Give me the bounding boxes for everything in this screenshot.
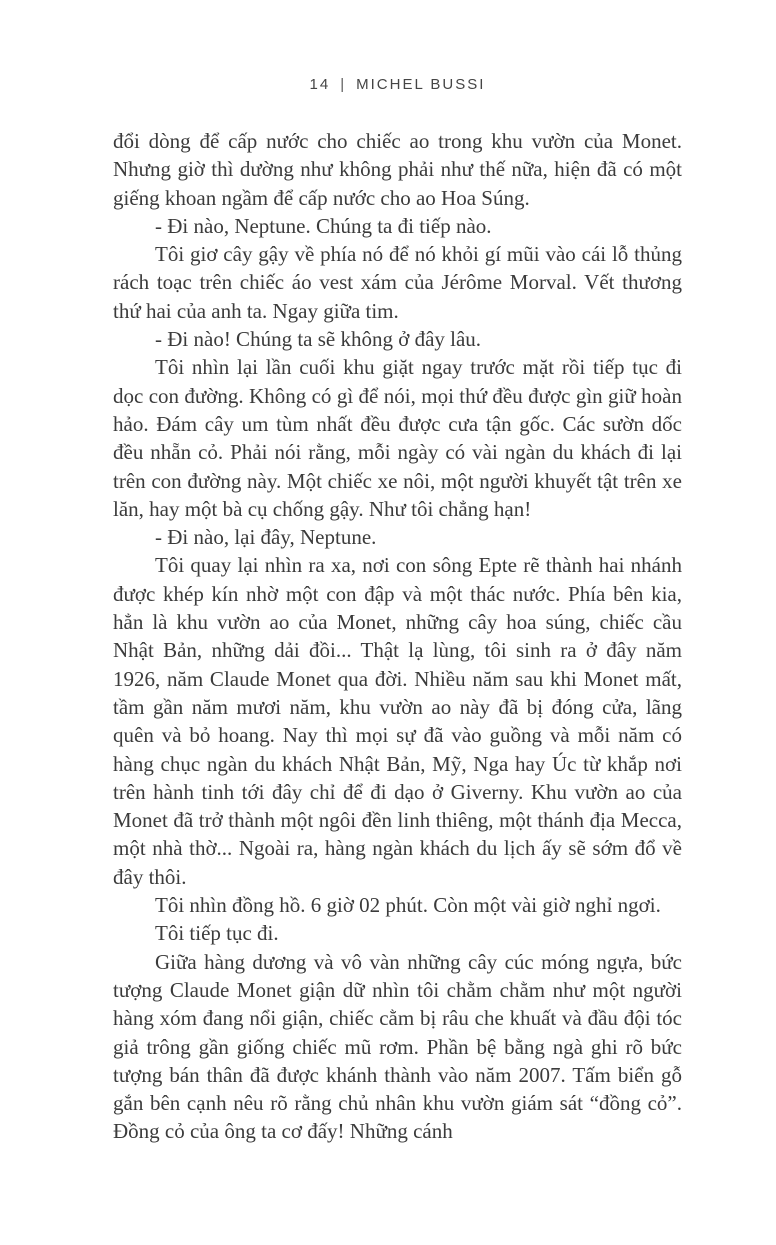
paragraph: Tôi quay lại nhìn ra xa, nơi con sông Epte rẽ thành hai nhánh được khép kín nhờ một con đập và một thác nước. Phía bên kia, hẳn là khu vườn ao của Monet, những cây hoa súng, chiếc cầu Nhật Bản, những dải đồi... Thật lạ lùng, tôi sinh ra ở đây năm 1926, năm Claude Monet qua đời. Nhiều năm sau khi Monet mất, tầm gần năm mươi năm, khu vườn ao này đã bị đóng cửa, lãng quên và bỏ hoang. Nay thì mọi sự đã vào guồng và mỗi năm có hàng chục ngàn du khách Nhật Bản, Mỹ, Nga hay Úc từ khắp nơi trên hành tinh tới đây chỉ để đi dạo ở Giverny. Khu vườn ao của Monet đã trở thành một ngôi đền linh thiêng, một thánh địa Mecca, một nhà thờ... Ngoài ra, hàng ngàn khách du lịch ấy sẽ sớm đổ về đây thôi. (113, 553, 682, 889)
page-number: 14 (309, 76, 331, 93)
paragraph: - Đi nào, lại đây, Neptune. (155, 525, 377, 550)
paragraph: Giữa hàng dương và vô vàn những cây cúc móng ngựa, bức tượng Claude Monet giận dữ nhìn tôi chằm chằm như một người hàng xóm đang nổi giận, chiếc cằm bị râu che khuất và đầu đội tóc giả trông gần giống chiếc mũ rơm. Phần bệ bằng ngà ghi rõ bức tượng bán thân đã được khánh thành vào năm 2007. Tấm biển gỗ gắn bên cạnh nêu rõ rằng chủ nhân khu vườn giám sát “đồng cỏ”. Đồng cỏ của ông ta cơ đấy! Những cánh (113, 949, 682, 1144)
paragraph: Tôi nhìn đồng hồ. 6 giờ 02 phút. Còn một vài giờ nghỉ ngơi. (155, 893, 661, 918)
paragraph: Tôi giơ cây gậy về phía nó để nó khỏi gí mũi vào cái lỗ thủng rách toạc trên chiếc áo vest xám của Jérôme Morval. Vết thương thứ hai của anh ta. Ngay giữa tim. (113, 242, 682, 323)
page-body (113, 127, 682, 1146)
header-separator: | (340, 76, 347, 93)
page-header (113, 76, 682, 93)
paragraph: đổi dòng để cấp nước cho chiếc ao trong khu vườn của Monet. Nhưng giờ thì dường như không phải như thế nữa, hiện đã có một giếng khoan ngầm để cấp nước cho ao Hoa Súng. (113, 129, 682, 210)
paragraph: Tôi tiếp tục đi. (155, 921, 279, 946)
paragraph: Tôi nhìn lại lần cuối khu giặt ngay trước mặt rồi tiếp tục đi dọc con đường. Không có gì để nói, mọi thứ đều được gìn giữ hoàn hảo. Đám cây um tùm nhất đều được cưa tận gốc. Các sườn dốc đều nhẵn cỏ. Phải nói rằng, mỗi ngày có vài ngàn du khách đi lại trên con đường này. Một chiếc xe nôi, một người khuyết tật trên xe lăn, hay một bà cụ chống gậy. Như tôi chẳng hạn! (113, 355, 682, 521)
paragraph: - Đi nào! Chúng ta sẽ không ở đây lâu. (155, 327, 482, 352)
paragraph: - Đi nào, Neptune. Chúng ta đi tiếp nào. (155, 213, 492, 238)
author-name: MICHEL BUSSI (356, 76, 486, 93)
